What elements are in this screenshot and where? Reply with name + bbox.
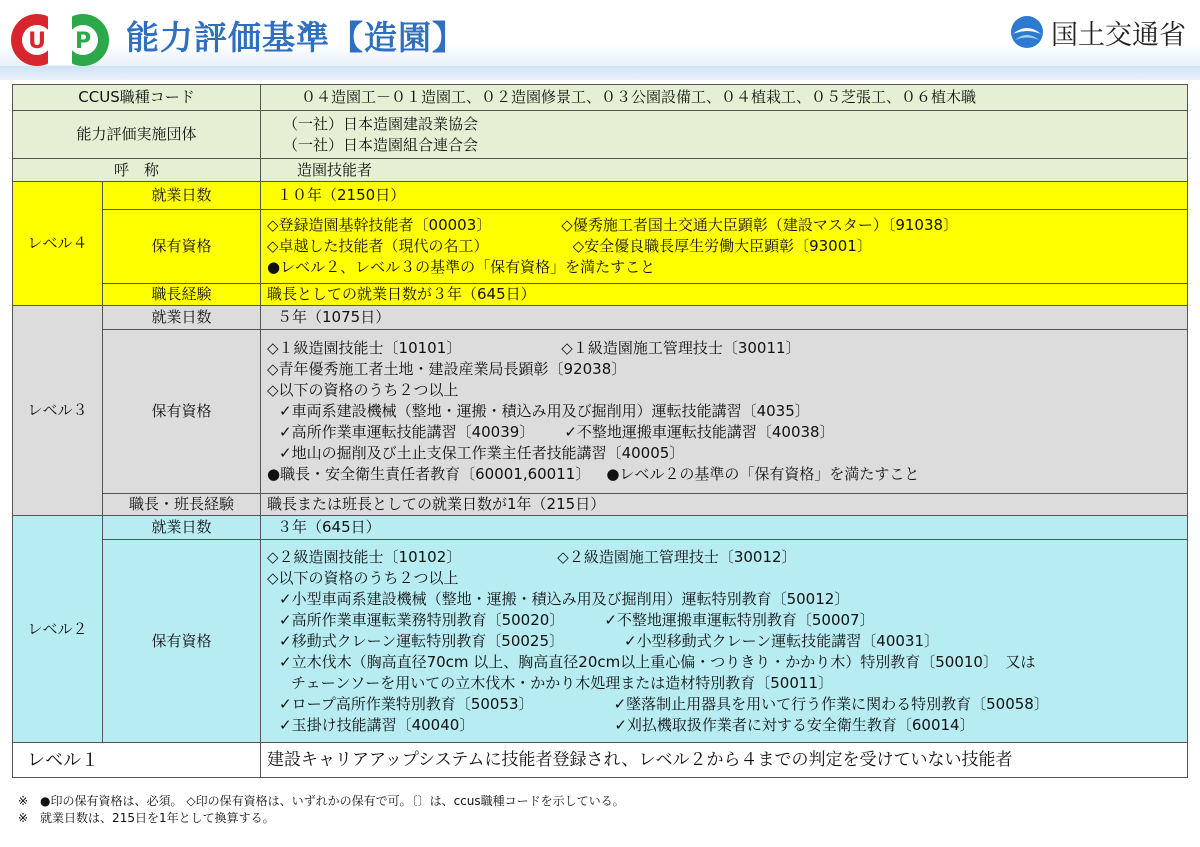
level4-days-value: １０年（2150日） — [261, 182, 1188, 210]
level1-label: レベル１ — [13, 743, 261, 778]
level2-qual-row — [13, 540, 1188, 743]
qual-line: ◇卓越した技能者（現代の名工） ◇安全優良職長厚生労働大臣顕彰〔93001〕 — [267, 237, 872, 255]
qual-line: ◇１級造園技能士〔10101〕 ◇１級造園施工管理技士〔30011〕 — [267, 339, 801, 357]
name-label: 呼 称 — [13, 159, 261, 182]
level2-label: レベル２ — [13, 516, 103, 743]
level4-qual-row — [13, 210, 1188, 284]
qual-line: ◇以下の資格のうち２つ以上 — [267, 568, 459, 587]
svg-text:P: P — [74, 29, 92, 54]
ministry-logo — [1009, 12, 1186, 52]
level3-qual-row — [13, 330, 1188, 494]
ccus-label: CCUS職種コード — [13, 85, 261, 111]
ccus-row — [13, 85, 1188, 111]
org-name: （一社）日本造園建設業協会 — [283, 114, 479, 133]
level3-label: レベル３ — [13, 306, 103, 516]
name-row — [13, 159, 1188, 182]
level4-exp-value: 職長としての就業日数が３年（645日） — [261, 284, 1188, 306]
qual-line: ◇２級造園技能士〔10102〕 ◇２級造園施工管理技士〔30012〕 — [267, 547, 797, 566]
org-label: 能力評価実施団体 — [13, 111, 261, 159]
level1-row — [13, 743, 1188, 778]
qual-line: ✓玉掛け技能講習〔40040〕 ✓刈払機取扱作業者に対する安全衛生教育〔60014〕 — [279, 715, 975, 734]
qual-line: ●レベル２、レベル３の基準の「保有資格」を満たすこと — [267, 258, 656, 276]
qual-line: ✓地山の掘削及び土止支保工作業主任者技能講習〔40005〕 — [279, 444, 685, 462]
qual-line: チェーンソーを用いての立木伐木・かかり木処理または造材特別教育〔50011〕 — [291, 673, 833, 692]
qual-line: ●職長・安全衛生責任者教育〔60001,60011〕 ●レベル２の基準の「保有資格」を満たすこと — [267, 465, 920, 483]
org-row — [13, 111, 1188, 159]
level2-qual-label: 保有資格 — [103, 540, 261, 743]
name-value: 造園技能者 — [261, 159, 1188, 182]
ministry-name: 国土交通省 — [1051, 19, 1186, 51]
footnote: ※ 就業日数は、215日を1年として換算する。 — [18, 811, 275, 825]
page-title: 能力評価基準【造園】 — [126, 18, 466, 57]
svg-text:U: U — [28, 29, 46, 54]
qual-line: ✓立木伐木（胸高直径70cm 以上、胸高直径20cm以上重心偏・つりきり・かかり木）特別教育〔50010〕 又は — [279, 652, 1036, 671]
header-divider — [0, 66, 1200, 80]
level4-days-row — [13, 182, 1188, 210]
level2-days-label: 就業日数 — [103, 516, 261, 540]
qual-line: ✓高所作業車運転技能講習〔40039〕 ✓不整地運搬車運転技能講習〔40038〕 — [279, 423, 835, 441]
level4-qual-label: 保有資格 — [103, 210, 261, 284]
level3-exp-label: 職長・班長経験 — [103, 494, 261, 516]
qual-line: ✓移動式クレーン運転特別教育〔50025〕 ✓小型移動式クレーン運転技能講習〔40031〕 — [279, 631, 940, 650]
footnotes — [18, 793, 625, 827]
qual-line: ◇登録造園基幹技能者〔00003〕 ◇優秀施工者国土交通大臣顕彰（建設マスター）〔91038〕 — [267, 216, 959, 234]
qual-line: ✓小型車両系建設機械（整地・運搬・積込み用及び掘削用）運転特別教育〔50012〕 — [279, 589, 850, 608]
qual-line: ◇青年優秀施工者土地・建設産業局長顕彰〔92038〕 — [267, 360, 627, 378]
level1-value: 建設キャリアアップシステムに技能者登録され、レベル２から４までの判定を受けていない技能者 — [261, 743, 1188, 778]
level3-days-label: 就業日数 — [103, 306, 261, 330]
ccus-value: ０４造園工－０１造園工、０２造園修景工、０３公園設備工、０４植栽工、０５芝張工、０６植木職 — [261, 85, 1188, 111]
footnote: ※ ●印の保有資格は、必須。 ◇印の保有資格は、いずれかの保有で可。〔〕は、ccus職種コードを示している。 — [18, 794, 625, 808]
level3-exp-value: 職長または班長としての就業日数が1年（215日） — [261, 494, 1188, 516]
level4-label: レベル４ — [13, 182, 103, 306]
level3-days-value: ５年（1075日） — [261, 306, 1188, 330]
qual-line: ◇以下の資格のうち２つ以上 — [267, 381, 459, 399]
level3-qual-label: 保有資格 — [103, 330, 261, 494]
qual-line: ✓車両系建設機械（整地・運搬・積込み用及び掘削用）運転技能講習〔4035〕 — [279, 402, 810, 420]
level4-exp-label: 職長経験 — [103, 284, 261, 306]
level2-days-value: ３年（645日） — [261, 516, 1188, 540]
org-name: （一社）日本造園組合連合会 — [283, 135, 479, 154]
level4-exp-row — [13, 284, 1188, 306]
level4-days-label: 就業日数 — [103, 182, 261, 210]
qual-line: ✓高所作業車運転業務特別教育〔50020〕 ✓不整地運搬車運転特別教育〔50007〕 — [279, 610, 875, 629]
level3-exp-row — [13, 494, 1188, 516]
up-logo-icon — [8, 11, 116, 69]
level2-days-row — [13, 516, 1188, 540]
ministry-emblem-icon — [1009, 14, 1045, 50]
level3-days-row — [13, 306, 1188, 330]
header-bar — [0, 0, 1200, 78]
evaluation-table — [12, 84, 1188, 778]
qual-line: ✓ロープ高所作業特別教育〔50053〕 ✓墜落制止用器具を用いて行う作業に関わる特別教育〔50058〕 — [279, 694, 1049, 713]
